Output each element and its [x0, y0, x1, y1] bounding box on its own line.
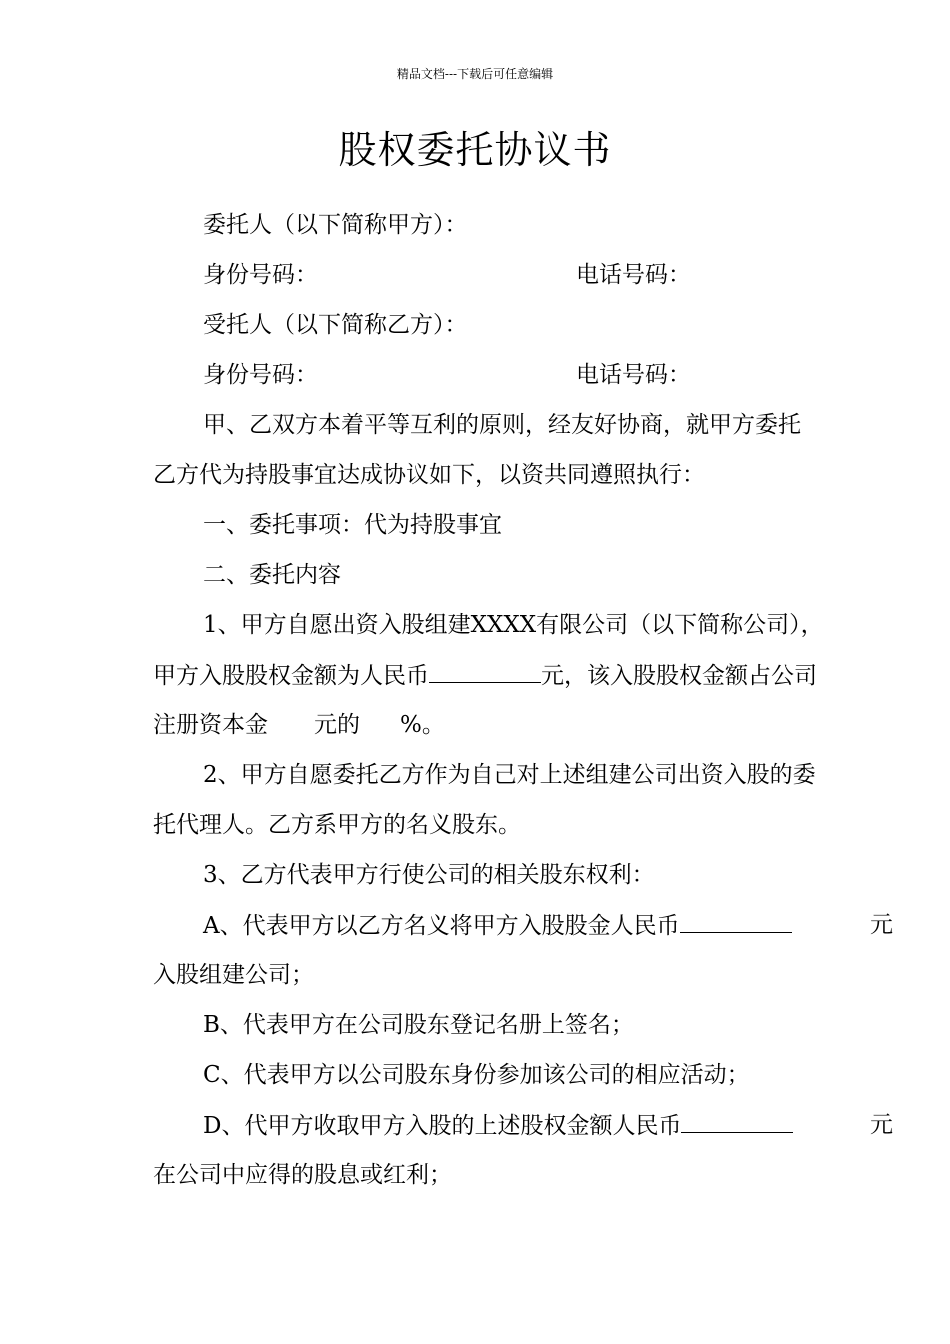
item-a-blank: [680, 910, 792, 933]
page-header: 精品文档---下载后可任意编辑: [396, 67, 554, 81]
item-2-line-1: 2、甲方自愿委托乙方作为自己对上述组建公司出资入股的委: [203, 762, 816, 788]
item-1-line-3: [153, 710, 893, 740]
amount-blank: [429, 660, 541, 683]
item-a-text: A、代表甲方以乙方名义将甲方入股股金人民币: [203, 913, 680, 939]
item-1-text-a: 甲方入股股权金额为人民币: [153, 663, 429, 689]
item-a-line-1: [203, 910, 893, 941]
item-1-capital-label: 注册资本金: [153, 712, 268, 738]
item-1-text-b: 元，该入股股权金额占公司: [541, 663, 817, 689]
item-d-text: D、代甲方收取甲方入股的上述股权金额人民币: [203, 1113, 682, 1139]
party-a-row: [203, 260, 893, 290]
party-b-label: 受托人（以下简称乙方）：: [203, 312, 468, 338]
party-b-id-label: 身份号码：: [203, 362, 318, 388]
item-b: B、代表甲方在公司股东登记名册上签名；: [203, 1012, 634, 1038]
item-d-line-2: 在公司中应得的股息或红利；: [153, 1162, 452, 1188]
party-b-phone-label: 电话号码：: [576, 362, 691, 388]
item-d-blank: [681, 1110, 793, 1133]
item-a-line-2: 入股组建公司；: [153, 962, 314, 988]
item-a-yuan: 元: [870, 912, 893, 938]
item-d-yuan: 元: [870, 1112, 893, 1138]
item-1-yuan-label: 元的: [314, 712, 360, 738]
item-1-line-1: 1、甲方自愿出资入股组建XXXX有限公司（以下简称公司），: [203, 612, 824, 638]
item-d-line-1: [203, 1110, 893, 1141]
item-2-line-2: 托代理人。乙方系甲方的名义股东。: [153, 812, 521, 838]
document-title: 股权委托协议书: [338, 128, 612, 172]
party-a-phone-label: 电话号码：: [576, 262, 691, 288]
section-1-heading: 一、委托事项：代为持股事宜: [203, 512, 502, 538]
party-a-id-label: 身份号码：: [203, 262, 318, 288]
preamble-line-1: 甲、乙双方本着平等互利的原则，经友好协商，就甲方委托: [203, 412, 801, 438]
section-2-heading: 二、委托内容: [203, 562, 341, 588]
preamble-line-2: 乙方代为持股事宜达成协议如下，以资共同遵照执行：: [153, 462, 705, 488]
item-c: C、代表甲方以公司股东身份参加该公司的相应活动；: [203, 1062, 750, 1088]
item-1-percent-label: %。: [400, 712, 445, 738]
party-a-label: 委托人（以下简称甲方）：: [203, 212, 468, 238]
item-3-heading: 3、乙方代表甲方行使公司的相关股东权利：: [203, 862, 655, 888]
party-b-row: [203, 360, 893, 390]
item-1-line-2: [153, 660, 893, 691]
